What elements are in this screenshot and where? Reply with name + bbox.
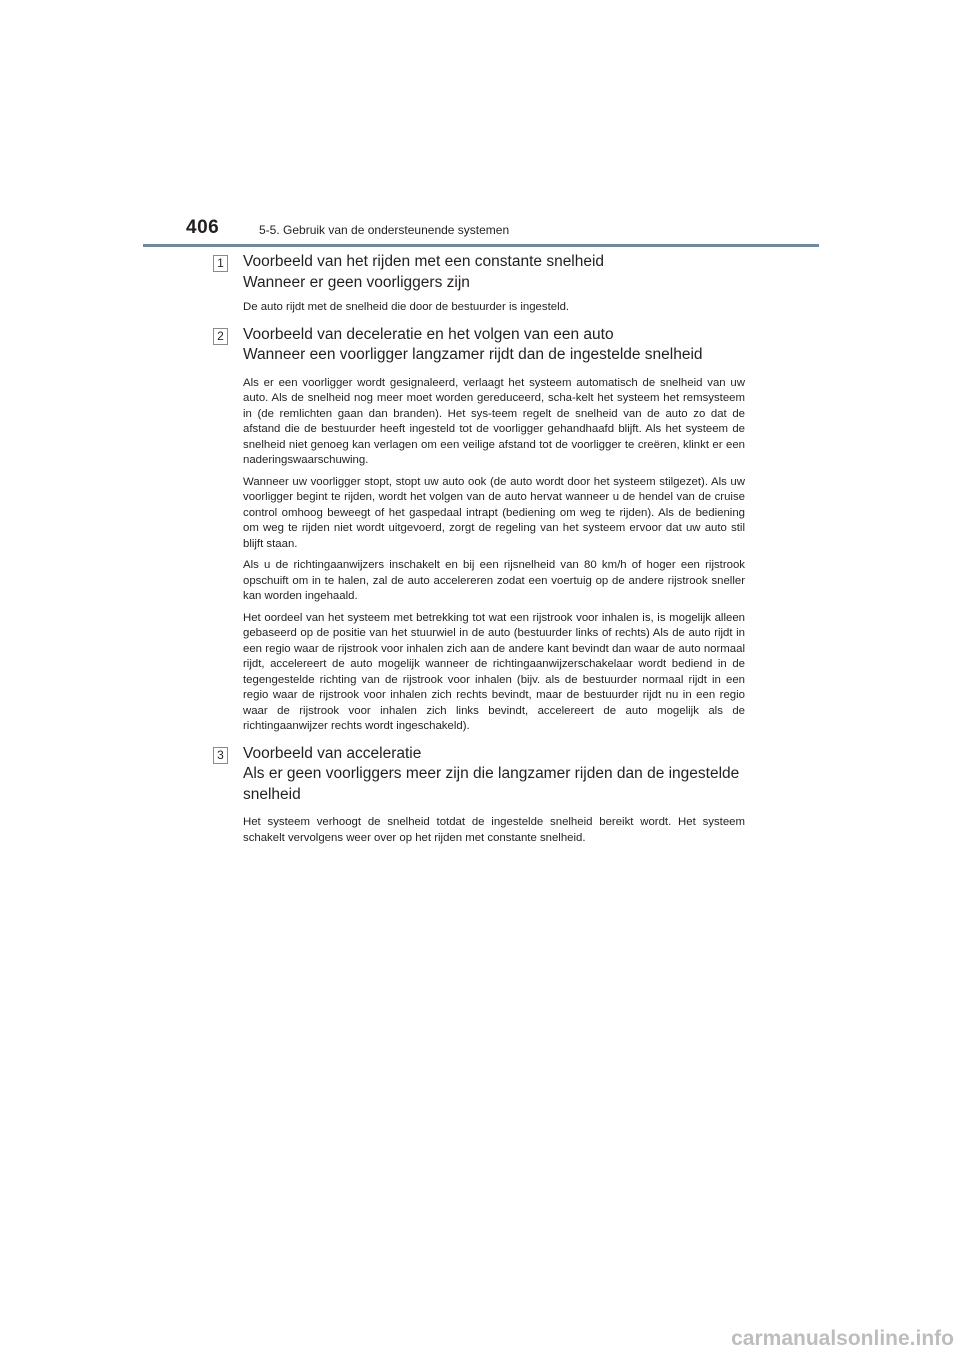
step-number-badge: 2 <box>213 328 228 345</box>
example-subtitle: Wanneer een voorligger langzamer rijdt dan de ingestelde snelheid <box>243 346 703 363</box>
example-title: Voorbeeld van acceleratie <box>243 744 422 762</box>
example-title: Voorbeeld van het rijden met een constante snelheid <box>243 253 605 270</box>
page-content <box>213 252 745 846</box>
page-number: 406 <box>186 217 220 238</box>
example-subtitle: Wanneer er geen voorliggers zijn <box>243 273 470 291</box>
example-deceleration <box>213 325 745 735</box>
body-paragraph: Wanneer uw voorligger stopt, stopt uw auto ook (de auto wordt door het systeem stilgezet). Als uw voorligger begint te rijden, wordt het volgen van de auto hervat wanneer u de hendel van de cruise control omhoog beweegt of het gaspedaal intrapt (bediening om weg te rijden). Als de bediening om weg te rijden niet wordt uitgevoerd, zorgt de regeling van het systeem ervoor dat uw auto stil blijft staan. <box>243 475 745 550</box>
header-rule <box>143 244 819 247</box>
example-constant-speed <box>213 252 745 316</box>
example-subtitle: Als er geen voorliggers meer zijn die langzamer rijden dan de ingestelde snelheid <box>243 765 740 803</box>
step-number-badge: 1 <box>213 255 228 272</box>
step-number-badge: 3 <box>213 747 228 764</box>
body-paragraph: Als u de richtingaanwijzers inschakelt en bij een rijsnelheid van 80 km/h of hoger een rijstrook opschuift om in te halen, zal de auto accelereren zodat een voertuig op de andere rijstrook sneller kan worden ingehaald. <box>243 559 745 602</box>
example-title: Voorbeeld van deceleratie en het volgen van een auto <box>243 325 614 343</box>
body-paragraph: Het systeem verhoogt de snelheid totdat de ingestelde snelheid bereikt wordt. Het systeem schakelt vervolgens weer over op het rijden met constante snelheid. <box>243 816 745 844</box>
example-acceleration <box>213 744 745 847</box>
body-paragraph: Als er een voorligger wordt gesignaleerd, verlaagt het systeem automatisch de snelheid van uw auto. Als de snelheid nog meer moet worden gereduceerd, scha-kelt het systeem het remsysteem in (de remlichten gaan dan branden). Het sys-teem regelt de snelheid van de auto zo dat de afstand die de bestuurder heeft ingesteld tot de voorligger gehandhaafd blijft. Als het systeem de snelheid niet genoeg kan verlagen om een veilige afstand tot de voorligger te creëren, klinkt er een naderingswaarschuwing. <box>243 376 745 466</box>
body-paragraph: De auto rijdt met de snelheid die door de bestuurder is ingesteld. <box>243 301 570 313</box>
body-paragraph: Het oordeel van het systeem met betrekking tot wat een rijstrook voor inhalen is, is mogelijk alleen gebaseerd op de positie van het stuurwiel in de auto (bestuurder links of rechts) Als de auto rijdt in een regio waar de rijstrook voor inhalen zich aan de andere kant bevindt dan waar de auto normaal rijdt, accelereert de auto mogelijk wanneer de richtingaanwijzerschakelaar wordt bediend in de tegengestelde richting van de rijstrook voor inhalen (bijv. als de bestuurder normaal rijdt in een regio waar de rijstrook voor inhalen zich rechts bevindt, maar de bestuurder rijdt nu in een regio waar de rijstrook voor inhalen zich links bevindt, accelereert de auto mogelijk als de richtingaanwijzer rechts wordt ingeschakeld). <box>243 611 745 732</box>
watermark: carmanualsonline.info <box>731 1327 954 1350</box>
section-title: 5-5. Gebruik van de ondersteunende systemen <box>259 223 510 237</box>
